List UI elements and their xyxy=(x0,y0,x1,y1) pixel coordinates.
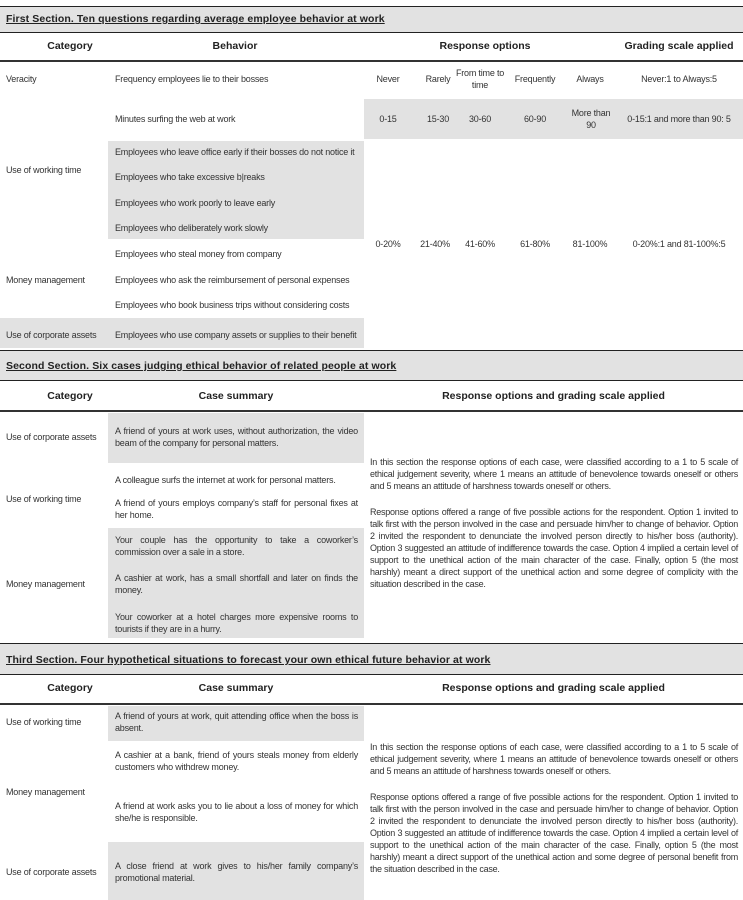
s1-header-rule xyxy=(0,60,743,62)
s1-behavior: Employees who work poorly to leave early xyxy=(115,198,276,208)
s3-header-rule xyxy=(0,703,743,705)
s1-option-frequently: Frequently xyxy=(514,74,556,84)
s3-case: A cashier at a bank, friend of yours steals money from elderly customers who withdrew money. xyxy=(115,750,358,772)
s1-behavior: Minutes surfing the web at work xyxy=(115,114,236,124)
s1-category-veracity: Veracity xyxy=(6,74,37,84)
s2-response-paragraph-2: Response options offered a range of five possible actions for the respondent. Option 1 invited to talk first with the person involved in the case and persuade him/her to change of behavior. Option 2 invited the respondent to denunciate the involved person directly to his/her boss (authority). Option 3 suggested an attitude of indifference towards the case. Option 4 implied a certain level of support to the unethical action of the main character of the case. Finally, option 5 (the most harshly) meant a direct support of the unethical action and some degree of complicity with the situation described in the case. xyxy=(370,507,738,589)
s1-header-grading: Grading scale applied xyxy=(624,40,734,52)
s1-behavior: Employees who steal money from company xyxy=(115,249,282,259)
s2-case: Your couple has the opportunity to take a coworker’s commission over a sale in a store. xyxy=(115,535,358,557)
s1-behavior: Frequency employees lie to their bosses xyxy=(115,74,269,84)
s1-grading-minutes: 0-15:1 and more than 90: 5 xyxy=(627,114,731,124)
section2-title-bar xyxy=(0,350,743,381)
s1-category-corporate: Use of corporate assets xyxy=(6,330,97,340)
s2-case: A cashier at work, has a small shortfall and later on finds the money. xyxy=(115,573,358,595)
s2-case: A colleague surfs the internet at work for personal matters. xyxy=(115,475,336,485)
s2-category-corporate: Use of corporate assets xyxy=(6,432,97,442)
s2-category-working-time: Use of working time xyxy=(6,494,82,504)
s2-case: Your coworker at a hotel charges more expensive rooms to tourists if they are in a hurry. xyxy=(115,612,358,634)
s1-behavior: Employees who ask the reimbursement of personal expenses xyxy=(115,275,350,285)
section3-title-bar xyxy=(0,643,743,675)
s1-grading-percent: 0-20%:1 and 81-100%:5 xyxy=(632,239,726,249)
section2-title: Second Section. Six cases judging ethical behavior of related people at work xyxy=(6,360,397,372)
s3-header-response: Response options and grading scale applied xyxy=(442,682,665,694)
section1-title: First Section. Ten questions regarding average employee behavior at work xyxy=(6,13,385,25)
s3-response-paragraph-2: Response options offered a range of five possible actions for the respondent. Option 1 invited to talk first with the person involved in the case and persuade him/her to change of behavior. Option 2 invited the respondent to denunciate the involved person directly to his/her boss (authority). Option 3 suggested an attitude of indifference towards the case. Option 4 implied a certain level of support to the unethical action of the main character of the case. Finally, option 5 (the most harshly) meant a direct support of the unethical action and some degree of personal benefit from the situation described in the case. xyxy=(370,792,738,874)
s1-behavior: Employees who take excessive b|reaks xyxy=(115,172,265,182)
s2-header-rule xyxy=(0,410,743,412)
s3-header-case-summary: Case summary xyxy=(198,682,274,694)
s2-response-paragraph-1: In this section the response options of each case, were classified according to a 1 to 5 scale of ethical judgement severity, where 1 means an attitude of benevolence towards oneself or others and 5 means an attitude of harshness towards oneself or others. xyxy=(370,457,738,491)
s3-case: A close friend at work gives to his/her family company’s promotional material. xyxy=(115,861,358,883)
s2-header-case-summary: Case summary xyxy=(198,390,274,402)
s1-behavior: Employees who book business trips without considering costs xyxy=(115,300,350,310)
s1-option-rarely: Rarely xyxy=(425,74,451,84)
section3-title: Third Section. Four hypothetical situations to forecast your own ethical future behavior at work xyxy=(6,654,491,666)
s3-response-paragraph-1: In this section the response options of each case, were classified according to a 1 to 5 scale of ethical judgement severity, where 1 means an attitude of benevolence towards oneself or others and 5 means an attitude of harshness towards oneself or others. xyxy=(370,742,738,776)
s1-header-response-options: Response options xyxy=(439,40,531,52)
s2-category-money: Money management xyxy=(6,579,85,589)
s1-grading-frequency: Never:1 to Always:5 xyxy=(641,74,717,84)
s3-case: A friend of yours at work, quit attending office when the boss is absent. xyxy=(115,711,358,733)
s1-behavior: Employees who use company assets or supplies to their benefit xyxy=(115,330,357,340)
s2-case: A friend of yours at work uses, without authorization, the video beam of the company for personal matters. xyxy=(115,426,358,448)
s1-category-working-time: Use of working time xyxy=(6,165,82,175)
s1-percent-0-20: 0-20% xyxy=(375,239,401,249)
s1-minutes-more-than-90: More than 90 xyxy=(571,108,611,130)
s1-option-always: Always xyxy=(576,74,604,84)
s1-behavior: Employees who deliberately work slowly xyxy=(115,223,268,233)
s1-option-from-time-to-time: From time to time xyxy=(455,68,505,90)
s1-category-money: Money management xyxy=(6,275,85,285)
s1-option-never: Never xyxy=(376,74,400,84)
s1-percent-81-100: 81-100% xyxy=(572,239,608,249)
s3-category-working-time: Use of working time xyxy=(6,717,82,727)
s1-header-category: Category xyxy=(47,40,93,52)
s2-header-category: Category xyxy=(47,390,93,402)
s1-header-behavior: Behavior xyxy=(212,40,258,52)
s3-category-money: Money management xyxy=(6,787,85,797)
section1-title-bar xyxy=(0,6,743,33)
s2-header-response: Response options and grading scale applied xyxy=(442,390,665,402)
s2-case: A friend of yours employs company’s staff for personal fixes at her home. xyxy=(115,498,358,520)
s1-minutes-30-60: 30-60 xyxy=(468,114,492,124)
s1-minutes-0-15: 0-15 xyxy=(379,114,397,124)
s1-percent-61-80: 61-80% xyxy=(520,239,550,249)
s1-percent-21-40: 21-40% xyxy=(420,239,450,249)
s3-case: A friend at work asks you to lie about a loss of money for which she/he is responsible. xyxy=(115,801,358,823)
s1-minutes-60-90: 60-90 xyxy=(523,114,547,124)
s1-minutes-15-30: 15-30 xyxy=(426,114,450,124)
s3-header-category: Category xyxy=(47,682,93,694)
s3-category-corporate: Use of corporate assets xyxy=(6,867,97,877)
s1-behavior: Employees who leave office early if their bosses do not notice it xyxy=(115,147,355,157)
s1-percent-41-60: 41-60% xyxy=(465,239,495,249)
